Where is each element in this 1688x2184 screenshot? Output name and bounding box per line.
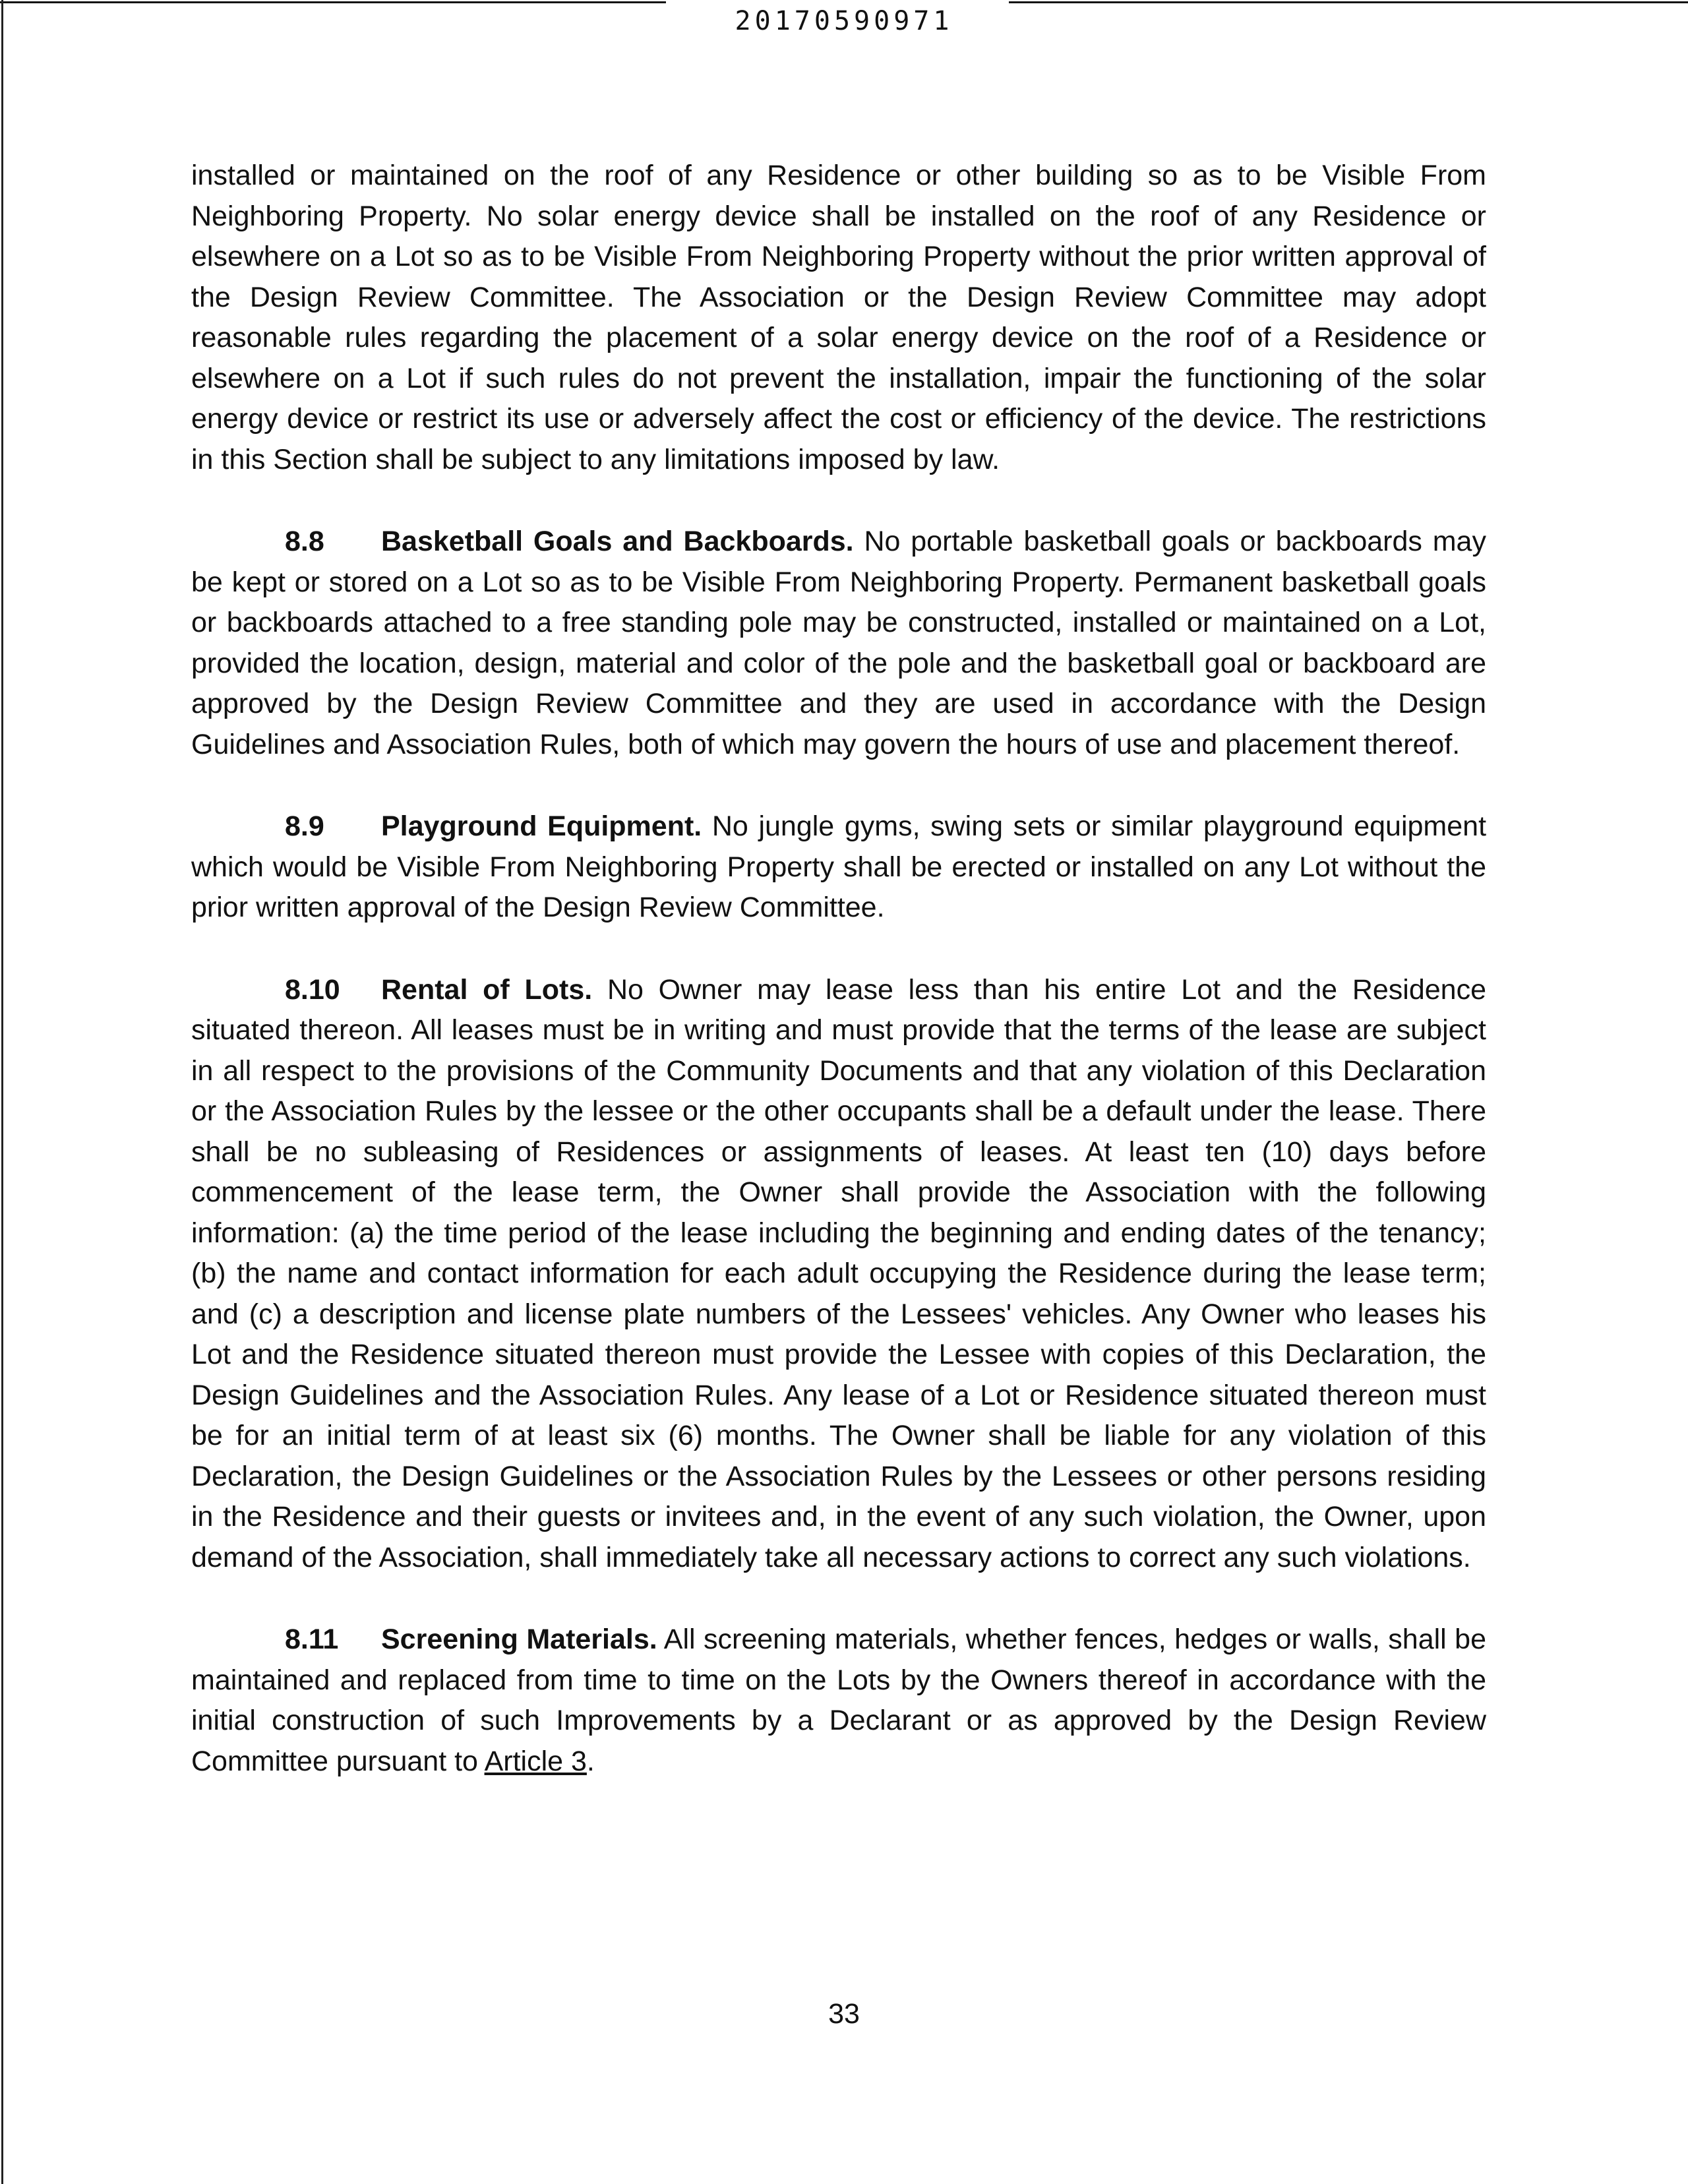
document-number: 20170590971 [735, 6, 953, 36]
section-title: Basketball Goals and Backboards. [381, 526, 854, 557]
section-8-10 [191, 970, 1486, 1579]
scan-left-edge [1, 0, 3, 2184]
section-number: 8.8 [285, 526, 324, 557]
section-number: 8.10 [285, 973, 340, 1006]
section-number: 8.11 [285, 1623, 339, 1655]
page-number: 33 [828, 1998, 860, 2030]
section-end-punctuation: . [586, 1745, 595, 1777]
paragraph-continued [191, 156, 1486, 480]
section-text: No Owner may lease less than his entire Lot and the Residence situated thereon. All leases must be in writing and must provide that the terms of the lease are subject in all respect to the provisions of the Community Documents and that any violation of this Declaration or the Association Rules by the lessee or the other occupants shall be a default under the lease. There shall be no subleasing of Residences or assignments of leases. At least ten (10) days before commencement of the lease term, the Owner shall provide the Association with the following information: (a) the time period of the lease including the beginning and ending dates of the tenancy; (b) the name and contact information for each adult occupying the Residence during the lease term; and (c) a description and license plate numbers of the Lessees' vehicles. Any Owner who leases his Lot and the Residence situated thereon must provide the Lessee with copies of this Declaration, the Design Guidelines and the Association Rules. Any lease of a Lot or Residence situated thereon must be for an initial term of at least six (6) months. The Owner shall be liable for any violation of this Declaration, the Design Guidelines or the Association Rules by the Lessees or other persons residing in the Residence and their guests or invitees and, in the event of any such violation, the Owner, upon demand of the Association, shall immediately take all necessary actions to correct any such violations. [191, 973, 1486, 1573]
section-8-11 [191, 1620, 1486, 1782]
section-text: All screening materials, whether fences, hedges or walls, shall be maintained and replaced from time to time on the Lots by the Owners thereof in accordance with the initial construction of such Improvements by a Declarant or as approved by the Design Review Committee pursuant to [191, 1623, 1486, 1777]
section-title: Rental of Lots. [381, 973, 593, 1006]
section-8-8 [191, 522, 1486, 765]
section-title: Screening Materials. [381, 1623, 657, 1655]
section-8-9 [191, 806, 1486, 928]
article-3-link[interactable]: Article 3 [484, 1745, 587, 1777]
document-body [191, 156, 1486, 1782]
section-title: Playground Equipment. [381, 810, 702, 842]
section-text: No jungle gyms, swing sets or similar playground equipment which would be Visible From Neighboring Property shall be erected or installed on any Lot without the prior written approval of the Design Review Committee. [191, 810, 1487, 923]
section-number: 8.9 [285, 810, 324, 842]
section-text: No portable basketball goals or backboards may be kept or stored on a Lot so as to be Visible From Neighboring Property. Permanent basketball goals or backboards attached to a free standing pole may be constructed, installed or maintained on a Lot, provided the location, design, material and color of the pole and the basketball goal or backboard are approved by the Design Review Committee and they are used in accordance with the Design Guidelines and Association Rules, both of which may govern the hours of use and placement thereof. [191, 526, 1486, 760]
paragraph-text: installed or maintained on the roof of any Residence or other building so as to be Visible From Neighboring Property. No solar energy device shall be installed on the roof of any Residence or elsewhere on a Lot so as to be Visible From Neighboring Property without the prior written approval of the Design Review Committee. The Association or the Design Review Committee may adopt reasonable rules regarding the placement of a solar energy device on the roof of a Residence or elsewhere on a Lot if such rules do not prevent the installation, impair the functioning of the solar energy device or restrict its use or adversely affect the cost or efficiency of the device. The restrictions in this Section shall be subject to any limitations imposed by law. [191, 160, 1486, 475]
